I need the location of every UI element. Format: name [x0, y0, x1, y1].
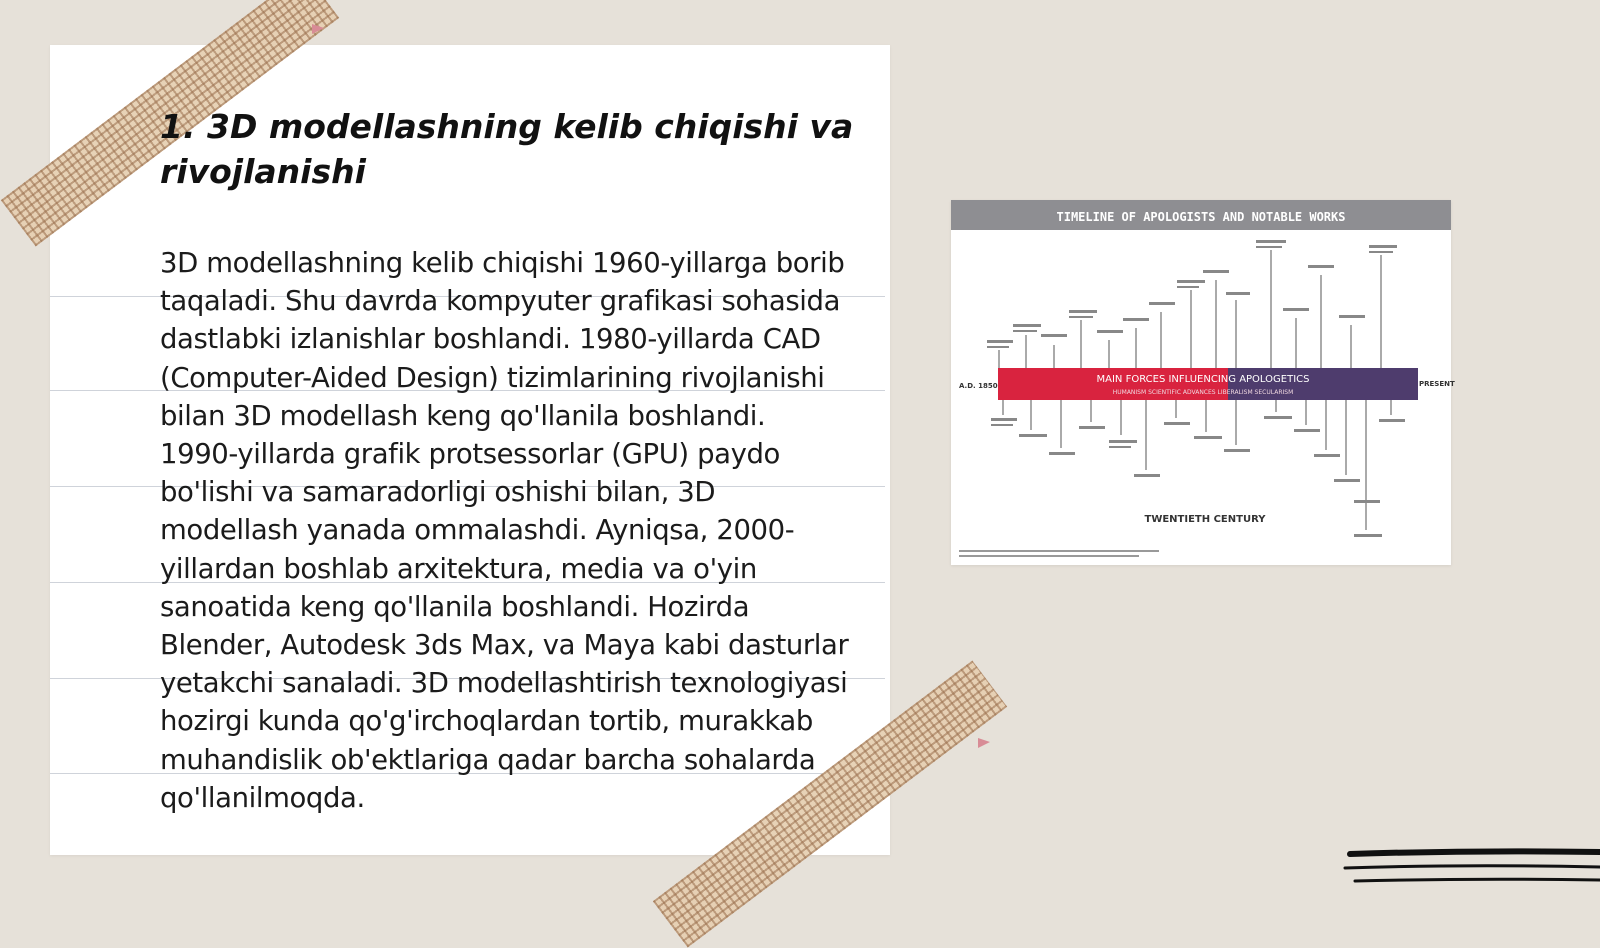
timeline-century-label: TWENTIETH CENTURY	[1144, 514, 1266, 525]
slide-title: 1. 3D modellashning kelib chiqishi va rivojlanishi	[160, 107, 854, 191]
timeline-start-label: A.D. 1850	[959, 382, 998, 390]
timeline-image	[951, 200, 1455, 565]
washi-tape-tip	[978, 738, 990, 748]
decorative-brush-lines	[1345, 848, 1600, 893]
timeline-ticks-bottom	[1003, 400, 1391, 530]
timeline-band-subtitle: HUMANISM SCIENTIFIC ADVANCES LIBERALISM SECULARISM	[1112, 389, 1294, 396]
timeline-end-label: PRESENT	[1419, 380, 1455, 388]
slide-body-text: 3D modellashning kelib chiqishi 1960-yillarga borib taqaladi. Shu davrda kompyuter grafikasi sohasida dastlabki izlanishlar boshlandi. 1980-yillarda CAD (Computer-Aided Design) tizimlarining rivojlanishi bilan 3D modellash keng qo'llanila boshlandi. 1990-yillarda grafik protsessorlar (GPU) paydo bo'lishi va samaradorligi oshishi bilan, 3D modellash yanada ommalashdi. Ayniqsa, 2000-yillardan boshlab arxitektura, media va o'yin sanoatida keng qo'llanila boshlandi. Hozirda Blender, Autodesk 3ds Max, va Maya kabi dasturlar yetakchi sanaladi. 3D modellashtirish texnologiyasi hozirgi kunda qo'g'irchoqlardan tortib, murakkab muhandislik ob'ektlariga qadar barcha sohalarda qo'llanilmoqda.	[160, 247, 849, 814]
timeline-labels-top	[987, 240, 1397, 348]
timeline-band-title: MAIN FORCES INFLUENCING APOLOGETICS	[1096, 374, 1310, 385]
timeline-footnote	[959, 550, 1159, 557]
timeline-header: TIMELINE OF APOLOGISTS AND NOTABLE WORKS	[1056, 210, 1346, 224]
